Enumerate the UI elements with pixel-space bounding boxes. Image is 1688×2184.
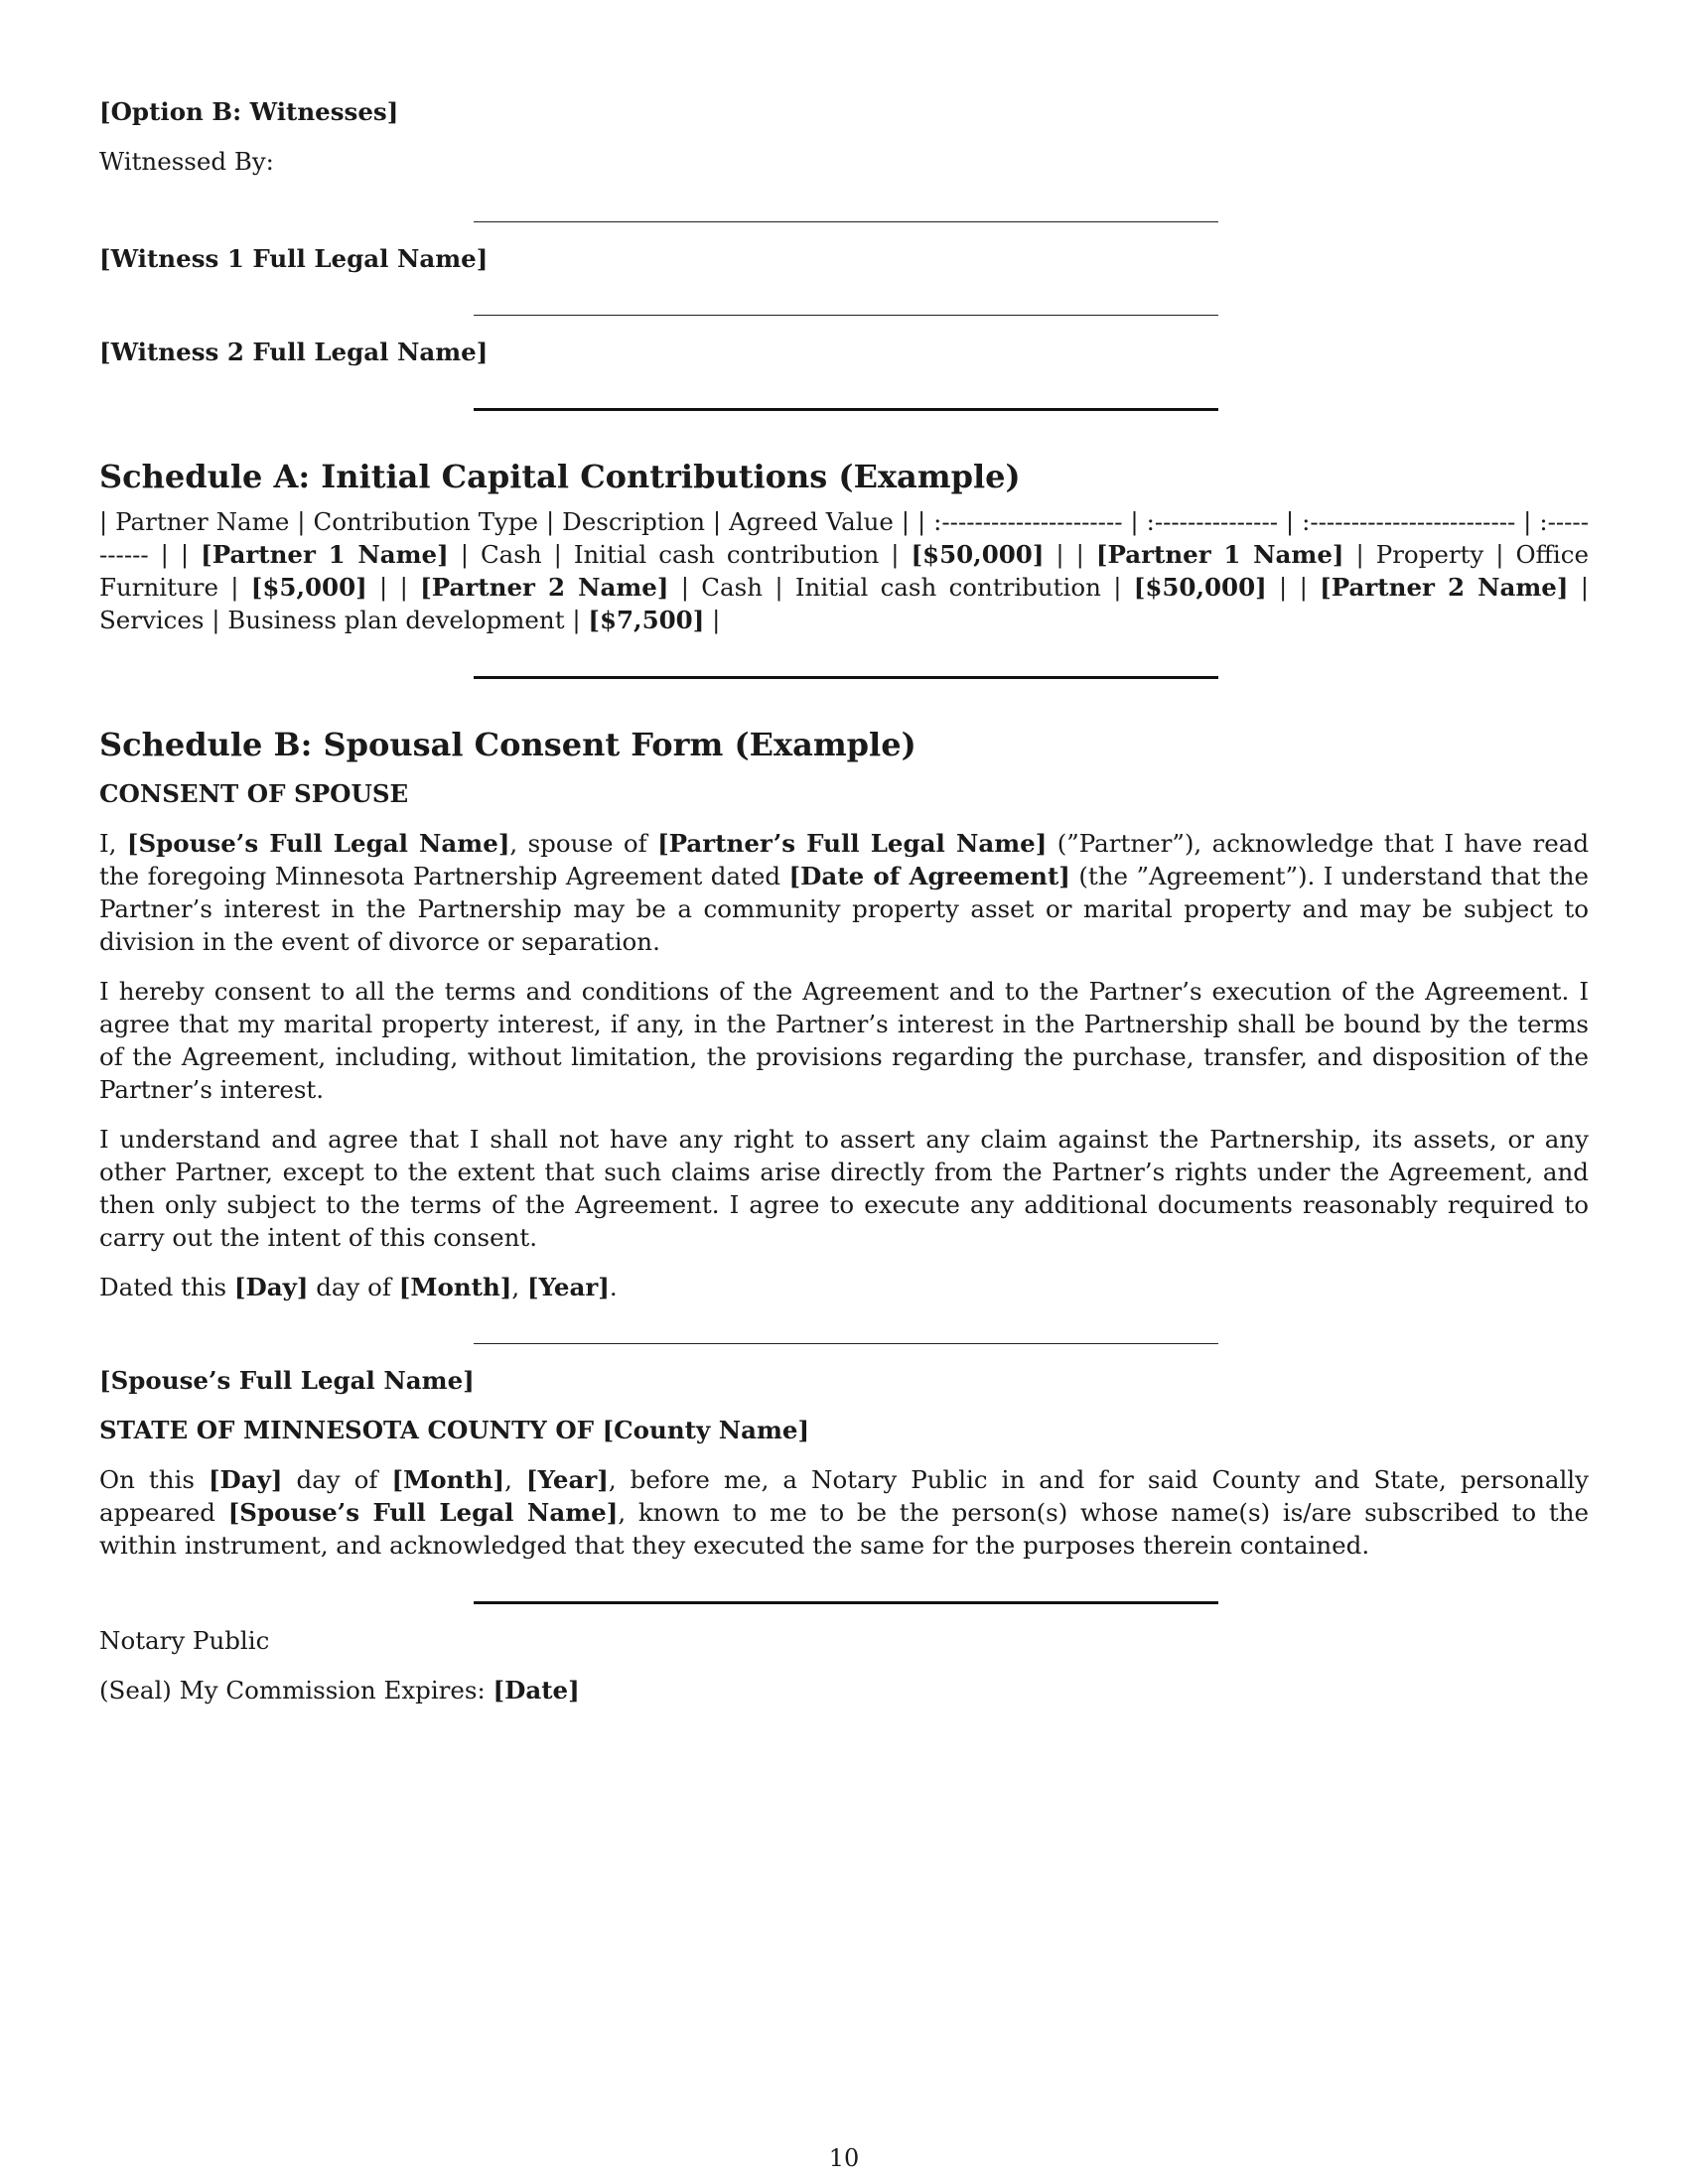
text-segment: (the ”Agreement”). I understand that the Partner’s interest in the Partnership may be a community property asset or marital property and may be subject to division in the event of divorce or separation.	[99, 862, 1589, 956]
value-placeholder: [$50,000]	[1133, 573, 1267, 602]
state-county-heading	[99, 1414, 1589, 1446]
section-divider	[474, 676, 1218, 679]
schedule-b-title: Schedule B: Spousal Consent Form (Example)	[99, 726, 916, 763]
day-placeholder: [Day]	[208, 1465, 283, 1494]
value-placeholder: [$5,000]	[250, 573, 367, 602]
spouse-name-placeholder: [Spouse’s Full Legal Name]	[126, 829, 510, 858]
consent-paragraph-1	[99, 827, 1589, 958]
notary-public-label: Notary Public	[99, 1626, 270, 1655]
partner-name-placeholder: [Partner 1 Name]	[1095, 540, 1344, 569]
consent-paragraph-3: I understand and agree that I shall not have any right to assert any claim against the Partnership, its assets, or any other Partner, except to the extent that such claims arise directly from the Partner’s rights under the Agreement, and then only subject to the terms of the Agreement. I agree to execute any additional documents reasonably required to carry out the intent of this consent.	[99, 1125, 1589, 1252]
table-text-segment: | Cash | Initial cash contribution |	[448, 540, 912, 569]
table-text-segment: | |	[1266, 573, 1321, 602]
text-segment: .	[609, 1273, 618, 1301]
year-placeholder: [Year]	[526, 1273, 610, 1301]
table-text-segment: | Property | Office Furniture |	[99, 540, 1589, 602]
witnessed-by-label: Witnessed By:	[99, 147, 274, 176]
text-segment: On this	[99, 1465, 209, 1494]
spouse-signature-line	[474, 1343, 1218, 1344]
text-segment: Dated this	[99, 1273, 234, 1301]
text-segment: ,	[504, 1465, 526, 1494]
partner-name-placeholder: [Partner 1 Name]	[201, 540, 449, 569]
witness-2-name-label: [Witness 2 Full Legal Name]	[99, 338, 489, 366]
schedule-a-table-text	[99, 505, 1589, 636]
table-text-segment: |	[704, 606, 721, 634]
consent-paragraph-2: I hereby consent to all the terms and conditions of the Agreement and to the Partner’s execution of the Agreement. I agree that my marital property interest, if any, in the Partner’s interest in the Partnership shall be bound by the terms of the Agreement, including, without limitation, the provisions regarding the purchase, transfer, and disposition of the Partner’s interest.	[99, 977, 1589, 1104]
notary-paragraph	[99, 1463, 1589, 1562]
table-text-segment: | |	[366, 573, 421, 602]
county-placeholder: [County Name]	[602, 1416, 810, 1444]
agreement-date-placeholder: [Date of Agreement]	[788, 862, 1070, 890]
partner-name-placeholder: [Partner 2 Name]	[420, 573, 669, 602]
text-segment: , known to me to be the person(s) whose name(s) is/are subscribed to the within instrument, and acknowledged that they executed the same for the purposes therein contained.	[99, 1498, 1589, 1560]
month-placeholder: [Month]	[398, 1273, 512, 1301]
text-segment: (Seal) My Commission Expires:	[99, 1676, 493, 1705]
partner-name-placeholder: [Partner’s Full Legal Name]	[657, 829, 1048, 858]
text-segment: STATE OF MINNESOTA COUNTY OF	[99, 1416, 603, 1444]
witness-2-signature-line	[474, 315, 1218, 316]
schedule-a-title: Schedule A: Initial Capital Contributions (Example)	[99, 458, 1021, 495]
text-segment: I,	[99, 829, 127, 858]
seal-commission-line	[99, 1674, 1589, 1706]
notary-signature-line	[474, 1601, 1218, 1604]
text-segment: ,	[511, 1273, 527, 1301]
value-placeholder: [$7,500]	[588, 606, 705, 634]
section-divider	[474, 408, 1218, 411]
partner-name-placeholder: [Partner 2 Name]	[1320, 573, 1569, 602]
text-segment: (”Partner”), acknowledge that I have read the foregoing Minnesota Partnership Agreement dated	[99, 829, 1590, 890]
table-text-segment: | |	[1044, 540, 1096, 569]
text-segment: , before me, a Notary Public in and for said County and State, personally appeared	[99, 1465, 1589, 1527]
table-text-segment: | Services | Business plan development |	[99, 573, 1590, 634]
text-segment: , spouse of	[509, 829, 658, 858]
spouse-signature-label: [Spouse’s Full Legal Name]	[99, 1366, 475, 1395]
month-placeholder: [Month]	[391, 1465, 505, 1494]
year-placeholder: [Year]	[525, 1465, 609, 1494]
witness-1-name-label: [Witness 1 Full Legal Name]	[99, 244, 489, 273]
value-placeholder: [$50,000]	[911, 540, 1045, 569]
spouse-name-placeholder: [Spouse’s Full Legal Name]	[227, 1498, 619, 1527]
table-text-segment: | Partner Name | Contribution Type | Description | Agreed Value | | :---------------------- | :--------------- | :------------------------- | :----------- | |	[99, 507, 1589, 569]
document-page	[99, 95, 1589, 1706]
table-text-segment: | Cash | Initial cash contribution |	[668, 573, 1134, 602]
page-number: 10	[828, 2144, 860, 2172]
expiry-date-placeholder: [Date]	[492, 1676, 580, 1705]
text-segment: day of	[308, 1273, 399, 1301]
dated-line	[99, 1271, 1589, 1303]
witnesses-heading: [Option B: Witnesses]	[99, 97, 399, 126]
day-placeholder: [Day]	[233, 1273, 309, 1301]
text-segment: day of	[282, 1465, 392, 1494]
witness-1-signature-line	[474, 221, 1218, 222]
consent-heading: CONSENT OF SPOUSE	[99, 779, 409, 808]
